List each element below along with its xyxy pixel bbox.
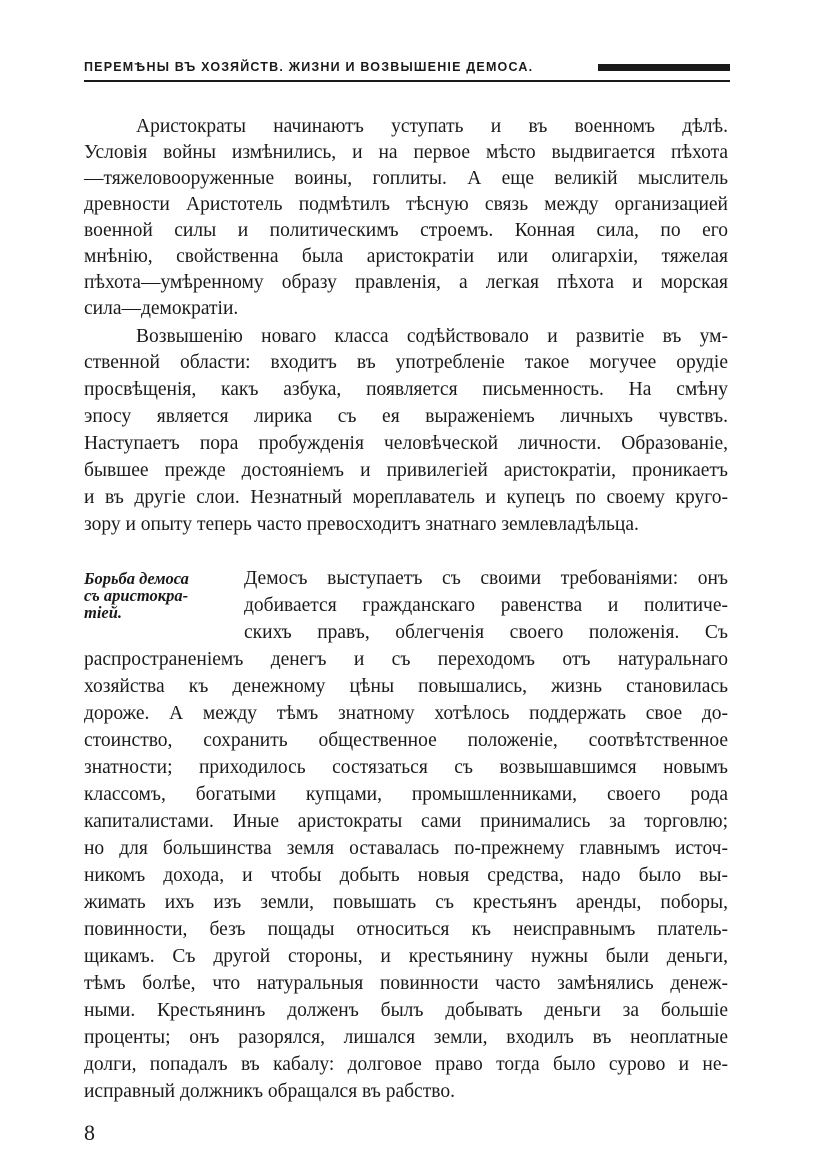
text-line: никомъ дохода, и чтобы добыть новыя средства, надо было вы-: [84, 865, 728, 886]
header-title: ПЕРЕМѢНЫ ВЪ ХОЗЯЙСТВ. ЖИЗНИ И ВОЗВЫШЕНІЕ ДЕМОСА.: [84, 60, 534, 74]
text-line: тѣмъ болѣе, что натуральныя повинности часто замѣнялись денеж-: [84, 973, 728, 994]
text-line: скихъ правъ, облегченія своего положенія. Съ: [244, 622, 728, 643]
text-line: но для большинства земля оставалась по-прежнему главнымъ источ-: [84, 838, 728, 859]
text-line: сила—демократіи.: [84, 298, 239, 319]
text-line: хозяйства къ денежному цѣны повышались, жизнь становилась: [84, 676, 728, 697]
text-line: и въ другіе слои. Незнатный мореплаватель и купецъ по своему круго-: [84, 487, 728, 508]
text-line: стоинство, сохранить общественное положеніе, соотвѣтственное: [84, 730, 728, 751]
text-line: эпосу является лирика съ ея выраженіемъ личныхъ чувствъ.: [84, 406, 728, 427]
text-line: —тяжеловооруженные воины, гоплиты. А еще великій мыслитель: [84, 168, 728, 189]
side-heading-line: съ аристокра-: [84, 586, 189, 605]
running-header: [84, 58, 730, 82]
side-heading-line: Борьба демоса: [84, 569, 189, 588]
header-rule-ornament: [598, 64, 730, 71]
text-line: добивается гражданскаго равенства и политиче-: [244, 595, 728, 616]
text-line: мнѣнію, свойственна была аристократіи или олигархіи, тяжелая: [84, 246, 728, 267]
text-line: капиталистами. Иные аристократы сами принимались за торговлю;: [84, 811, 728, 832]
text-line: просвѣщенія, какъ азбука, появляется письменность. На смѣну: [84, 379, 728, 400]
text-line: проценты; онъ разорялся, лишался земли, входилъ въ неоплатные: [84, 1027, 728, 1048]
text-line: бывшее прежде достояніемъ и привилегіей аристократіи, проникаетъ: [84, 460, 728, 481]
text-line: военной силы и политическимъ строемъ. Конная сила, по его: [84, 220, 728, 241]
text-line: жимать ихъ изъ земли, повышать съ крестьянъ аренды, поборы,: [84, 892, 728, 913]
text-line: щикамъ. Съ другой стороны, и крестьянину нужны были деньги,: [84, 946, 728, 967]
text-line: Демосъ выступаетъ съ своими требованіями: онъ: [244, 568, 728, 589]
text-line: ственной области: входитъ въ употребленіе такое могучее орудіе: [84, 352, 728, 373]
text-line: Аристократы начинаютъ уступать и въ военномъ дѣлѣ.: [136, 116, 728, 137]
text-line: распространеніемъ денегъ и съ переходомъ отъ натуральнаго: [84, 649, 728, 670]
text-line: повинности, безъ пощады относиться къ неисправнымъ платель-: [84, 919, 728, 940]
page-number: 8: [84, 1120, 95, 1145]
text-line: классомъ, богатыми купцами, промышленниками, своего рода: [84, 784, 728, 805]
text-line: пѣхота—умѣренному образу правленія, а легкая пѣхота и морская: [84, 272, 728, 293]
text-line: Условія войны измѣнились, и на первое мѣсто выдвигается пѣхота: [84, 142, 728, 163]
text-line: дороже. А между тѣмъ знатному хотѣлось поддержать свое до-: [84, 703, 728, 724]
text-line: знатности; приходилось состязаться съ возвышавшимся новымъ: [84, 757, 728, 778]
text-line: исправный должникъ обращался въ рабство.: [84, 1081, 455, 1102]
text-line: зору и опыту теперь часто превосходитъ знатнаго землевладѣльца.: [84, 514, 639, 535]
side-heading-line: тіей.: [84, 603, 123, 622]
text-line: долги, попадалъ въ кабалу: долговое право тогда было сурово и не-: [84, 1054, 728, 1075]
text-line: ными. Крестьянинъ долженъ былъ добывать деньги за большіе: [84, 1000, 728, 1021]
text-line: Наступаетъ пора пробужденія человѣческой личности. Образованіе,: [84, 433, 728, 454]
text-line: древности Аристотель подмѣтилъ тѣсную связь между организацией: [84, 194, 728, 215]
text-line: Возвышенію новаго класса содѣйствовало и развитіе въ ум-: [136, 326, 728, 347]
